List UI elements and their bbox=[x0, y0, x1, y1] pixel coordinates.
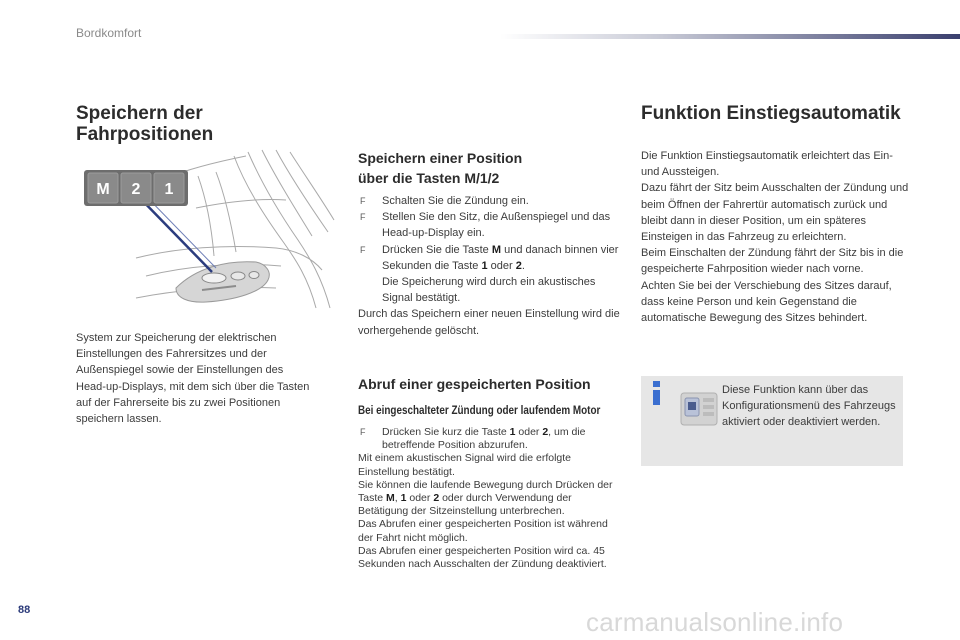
store-heading-line-1: Speichern einer Position bbox=[358, 150, 523, 166]
recall-subheading: Bei eingeschalteter Zündung oder laufendem Motor bbox=[358, 405, 601, 417]
recall-paragraph-2 bbox=[358, 479, 620, 519]
easy-entry-title: Funktion Einstiegsautomatik bbox=[641, 103, 901, 124]
store-after-text: Durch das Speichern einer neuen Einstellung wird die vorhergehende gelöscht. bbox=[358, 308, 620, 337]
easy-entry-paragraph-3: Beim Einschalten der Zündung fährt der Sitz bis in die gespeicherte Fahrposition wieder nach vorne. bbox=[641, 247, 904, 276]
info-icon bbox=[648, 380, 666, 406]
bullet-icon: F bbox=[360, 427, 366, 437]
bullet-icon: F bbox=[360, 212, 366, 223]
recall-heading: Abruf einer gespeicherten Position bbox=[358, 376, 591, 392]
title-left bbox=[76, 103, 336, 145]
intro-paragraph: System zur Speicherung der elektrischen Einstellungen des Fahrersitzes und der Außenspiegel sowie der Einstellungen des Head-up-Displays, mit dem sich über die Tasten auf der Fahrerseite bis zu zwei Positionen speichern lassen. bbox=[76, 332, 310, 426]
easy-entry-text bbox=[641, 148, 911, 326]
store-step-3 bbox=[358, 242, 620, 307]
recall-heading-block bbox=[358, 374, 628, 394]
bullet-icon: F bbox=[360, 196, 366, 206]
store-heading-line-2: über die Tasten M/1/2 bbox=[358, 170, 500, 186]
recall-p2-sep-1: , bbox=[394, 492, 401, 505]
section-label: Bordkomfort bbox=[76, 26, 142, 40]
store-step-1-text: Schalten Sie die Zündung ein. bbox=[382, 195, 529, 207]
info-text: Diese Funktion kann über das Konfigurationsmenü des Fahrzeugs aktiviert oder deaktiviert werden. bbox=[722, 384, 896, 428]
store-heading bbox=[358, 148, 618, 188]
key-m: M bbox=[491, 243, 502, 256]
recall-step-1 bbox=[358, 426, 620, 452]
title-line-2: Fahrpositionen bbox=[76, 124, 214, 145]
page-number: 88 bbox=[18, 604, 31, 616]
store-step-3-text-a: Drücken Sie die Taste bbox=[382, 243, 492, 256]
header-bar bbox=[500, 34, 960, 39]
recall-step-text-a: Drücken Sie kurz die Taste bbox=[382, 426, 510, 438]
recall-p2-sep-2: oder bbox=[406, 492, 434, 505]
recall-p2-text-b: oder durch Verwendung der Betätigung der Sitzeinstellung unterbrechen. bbox=[358, 492, 572, 518]
store-step-3-text-d: . bbox=[521, 259, 525, 272]
seat-illustration-svg bbox=[76, 148, 336, 316]
store-step-2 bbox=[358, 209, 620, 241]
easy-entry-paragraph-2: Dazu fährt der Sitz beim Ausschalten der Zündung und beim Öffnen der Fahrertür automatisch zurück und bleibt dann in dieser Position, um ein späteres Einsteigen in das Fahrzeug zu erleichtern. bbox=[641, 182, 909, 244]
memory-button-m: M bbox=[96, 181, 110, 198]
recall-paragraph-4: Das Abrufen einer gespeicherten Position wird ca. 45 Sekunden nach Ausschalten der Zündung deaktiviert. bbox=[358, 544, 607, 571]
title-right bbox=[641, 103, 941, 124]
key-2: 2 bbox=[433, 492, 440, 505]
easy-entry-paragraph-4: Achten Sie bei der Verschiebung des Sitzes darauf, dass keine Person und kein Gegenstand die automatische Bewegung des Sitzes behindert. bbox=[641, 279, 892, 325]
bullet-icon: F bbox=[360, 244, 366, 255]
recall-paragraph-3: Das Abrufen einer gespeicherten Position ist während der Fahrt nicht möglich. bbox=[358, 518, 608, 544]
title-line-1: Speichern der bbox=[76, 103, 203, 124]
menu-thumbnail-icon bbox=[680, 392, 718, 426]
store-step-2-text: Stellen Sie den Sitz, die Außenspiegel und das Head-up-Display ein. bbox=[382, 211, 611, 240]
store-step-3-text-b: und danach binnen vier Sekunden die Taste bbox=[382, 243, 619, 272]
key-2: 2 bbox=[542, 426, 549, 438]
key-1: 1 bbox=[400, 492, 407, 505]
store-step-3-text-c: oder bbox=[487, 259, 516, 272]
recall-paragraph-1: Mit einem akustischen Signal wird die erfolgte Einstellung bestätigt. bbox=[358, 452, 572, 478]
key-1: 1 bbox=[509, 426, 516, 438]
key-m: M bbox=[386, 492, 395, 505]
recall-p2-text-a: Sie können die laufende Bewegung durch Drücken der Taste bbox=[358, 478, 613, 505]
easy-entry-paragraph-1: Die Funktion Einstiegsautomatik erleichtert das Ein- und Aussteigen. bbox=[641, 150, 893, 179]
key-2: 2 bbox=[515, 259, 522, 272]
seat-memory-illustration bbox=[76, 148, 336, 316]
watermark: carmanualsonline.info bbox=[586, 607, 844, 637]
store-step-1 bbox=[358, 193, 620, 209]
memory-button-2: 2 bbox=[131, 181, 141, 198]
memory-button-1: 1 bbox=[164, 181, 174, 198]
recall-step-text-c: , um die betreffende Position abzurufen. bbox=[382, 426, 586, 452]
recall-text bbox=[358, 426, 620, 571]
key-1: 1 bbox=[481, 259, 488, 272]
recall-step-text-b: oder bbox=[515, 426, 543, 438]
store-steps bbox=[358, 193, 620, 339]
recall-subheading-block bbox=[358, 405, 668, 417]
store-step-3-note: Die Speicherung wird durch ein akustisches Signal bestätigt. bbox=[382, 276, 596, 305]
